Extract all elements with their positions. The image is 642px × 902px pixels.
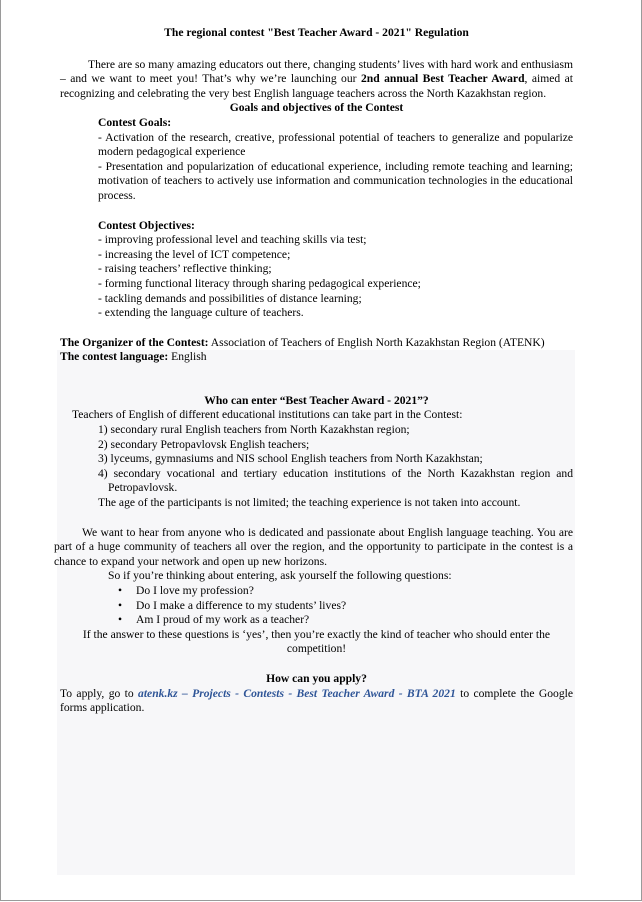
- language-value: English: [168, 350, 207, 364]
- objective-item: - tackling demands and possibilities of distance learning;: [98, 291, 362, 305]
- questions-list: [60, 584, 573, 628]
- objective-item: - raising teachers’ reflective thinking;: [98, 262, 272, 276]
- organizer-label: The Organizer of the Contest:: [60, 335, 209, 349]
- apply-text-end: to complete the Google forms application.: [60, 686, 573, 715]
- document-body: [54, 26, 574, 716]
- language-label: The contest language:: [60, 350, 169, 364]
- eligibility-item: 2) secondary Petropavlovsk English teachers;: [98, 437, 310, 451]
- eligibility-item: 4) secondary vocational and tertiary education institutions of the North Kazakhstan region and Petropavlovsk.: [98, 466, 573, 495]
- question-item: • Am I proud of my work as a teacher?: [118, 613, 573, 628]
- who-lead: Teachers of English of different educational institutions can take part in the Contest:: [72, 408, 463, 422]
- intro-paragraph: [60, 58, 573, 102]
- objective-item: - improving professional level and teaching skills via test;: [98, 233, 367, 247]
- intro-text-end: , aimed at recognizing and celebrating the very best English language teachers across the North Kazakhstan region.: [60, 72, 574, 100]
- document-title: The regional contest "Best Teacher Award - 2021" Regulation: [164, 26, 469, 39]
- question-item: • Do I make a difference to my students’ lives?: [118, 599, 573, 614]
- objective-item: - increasing the level of ICT competence;: [98, 247, 291, 261]
- closing-paragraph: If the answer to these questions is ‘yes’, then you’re exactly the kind of teacher who should enter the competition!: [82, 627, 551, 656]
- questions-lead: So if you’re thinking about entering, ask yourself the following questions:: [108, 569, 452, 583]
- eligibility-item: 1) secondary rural English teachers from North Kazakhstan region;: [98, 423, 410, 437]
- eligibility-item: 3) lyceums, gymnasiums and NIS school English teachers from North Kazakhstan;: [98, 452, 483, 466]
- question-item: • Do I love my profession?: [118, 584, 573, 599]
- objective-item: - forming functional literacy through sharing pedagogical experience;: [98, 276, 421, 290]
- contest-objectives-heading: Contest Objectives:: [98, 218, 195, 232]
- objective-item: - extending the language culture of teachers.: [98, 306, 304, 320]
- apply-link[interactable]: atenk.kz – Projects - Contests - Best Teacher Award - BTA 2021: [138, 686, 456, 700]
- apply-heading: How can you apply?: [266, 671, 367, 685]
- eligibility-list: [98, 423, 573, 511]
- goals-heading: Goals and objectives of the Contest: [229, 101, 404, 115]
- intro-bold-text: 2nd annual Best Teacher Award: [360, 72, 525, 86]
- goal-item: - Presentation and popularization of educational experience, including remote teaching and learning; motivation of teachers to actively use information and communication technologies in the educational process.: [98, 159, 573, 202]
- who-heading: Who can enter “Best Teacher Award - 2021”?: [204, 393, 429, 407]
- goal-item: - Activation of the research, creative, professional potential of teachers to generalize and popularize modern pedagogical experience: [98, 130, 573, 159]
- apply-paragraph: [60, 687, 573, 716]
- organizer-line: [60, 336, 573, 351]
- apply-text: To apply, go to: [60, 686, 139, 700]
- eligibility-note: The age of the participants is not limited; the teaching experience is not taken into account.: [98, 496, 521, 510]
- organizer-value: Association of Teachers of English North Kazakhstan Region (ATENK): [208, 335, 545, 349]
- hear-paragraph: We want to hear from anyone who is dedicated and passionate about English language teaching. You are part of a huge community of teachers all over the region, and the opportunity to participate in the contest is a chance to expand your network and open up new horizons.: [54, 525, 573, 568]
- intro-text: There are so many amazing educators out there, changing students’ lives with hard work and enthusiasm – and we want to meet you! That’s why we’re launching our: [60, 57, 573, 86]
- language-line: [60, 350, 573, 365]
- contest-goals-heading: Contest Goals:: [98, 115, 172, 129]
- contest-goals-section: [98, 116, 573, 321]
